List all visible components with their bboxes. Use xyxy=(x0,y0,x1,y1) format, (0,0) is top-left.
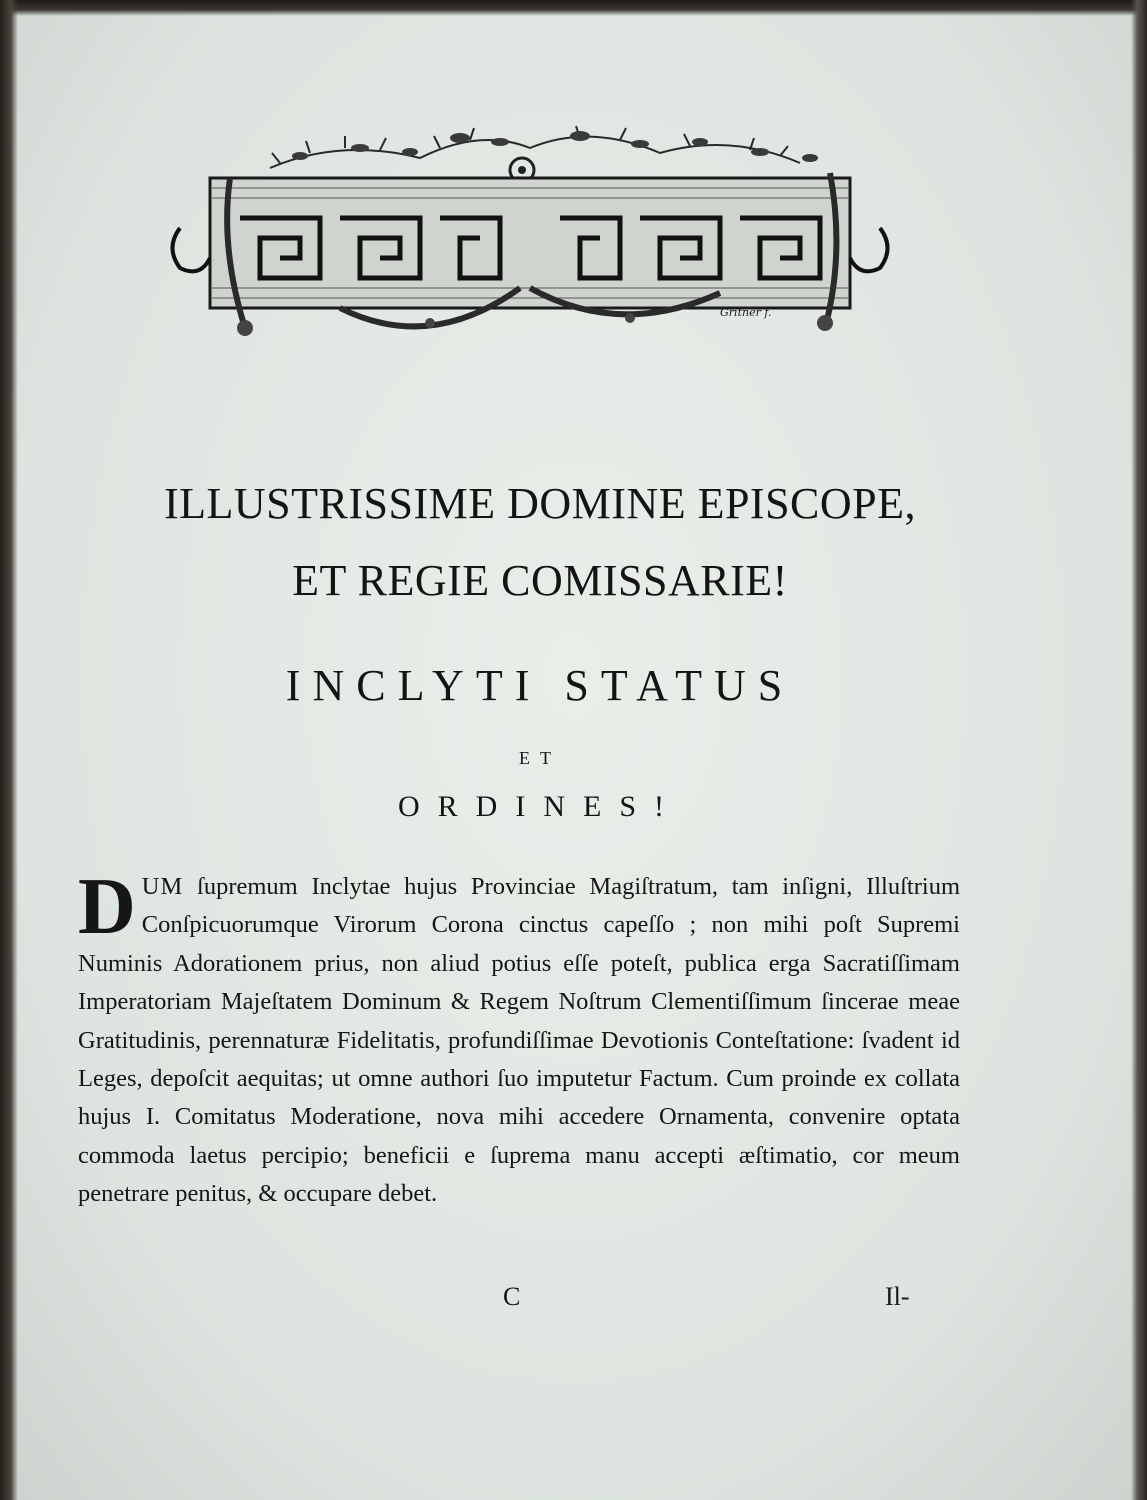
scan-edge-right xyxy=(1131,0,1147,1500)
title-line-2: ET REGIE COMISSARIE! xyxy=(292,556,788,605)
greek-key-ornament xyxy=(160,118,900,353)
title-line-4: ET xyxy=(519,748,561,768)
scan-edge-top xyxy=(0,0,1147,16)
body-text: ſupremum Inclytae hujus Provinciae Magiſtratum, tam inſigni, Illuſtrium Conſpicuorumque Virorum Corona cinctus capeſſo ; non mihi poſt Supremi Numinis Adorationem prius, non aliud potius eſſe poteſt, publica erga Sacratiſſimam Imperatoriam Majeſtatem Dominum & Regem Noſtrum Clementiſſimum ſincerae meae Gratitudinis, perennaturæ Fidelitatis, profundiſſimae Devotionis Conteſtatione: ſvadent id Leges, depoſcit aequitas; ut omne authori ſuo imputetur Factum. Cum proinde ex collata hujus I. Comitatus Moderatione, nova mihi accedere Ornamenta, convenire optata commoda laetus percipio; beneficii e ſuprema manu accepti æſtimatio, cor meum penetrare penitus, & occupare debet. xyxy=(78,873,960,1208)
title-line-5: ORDINES! xyxy=(398,790,682,823)
engraver-signature: Gritner f. xyxy=(720,306,772,319)
catchword: Il- xyxy=(885,1282,910,1311)
drop-cap: D xyxy=(78,863,136,951)
title-line-3: INCLYTI STATUS xyxy=(285,661,795,710)
signature-mark: C xyxy=(503,1282,521,1311)
body-paragraph xyxy=(78,863,960,1214)
scan-edge-left xyxy=(0,0,18,1500)
first-word: UM xyxy=(141,873,184,900)
title-line-1: ILLUSTRISSIME DOMINE EPISCOPE, xyxy=(163,479,917,528)
